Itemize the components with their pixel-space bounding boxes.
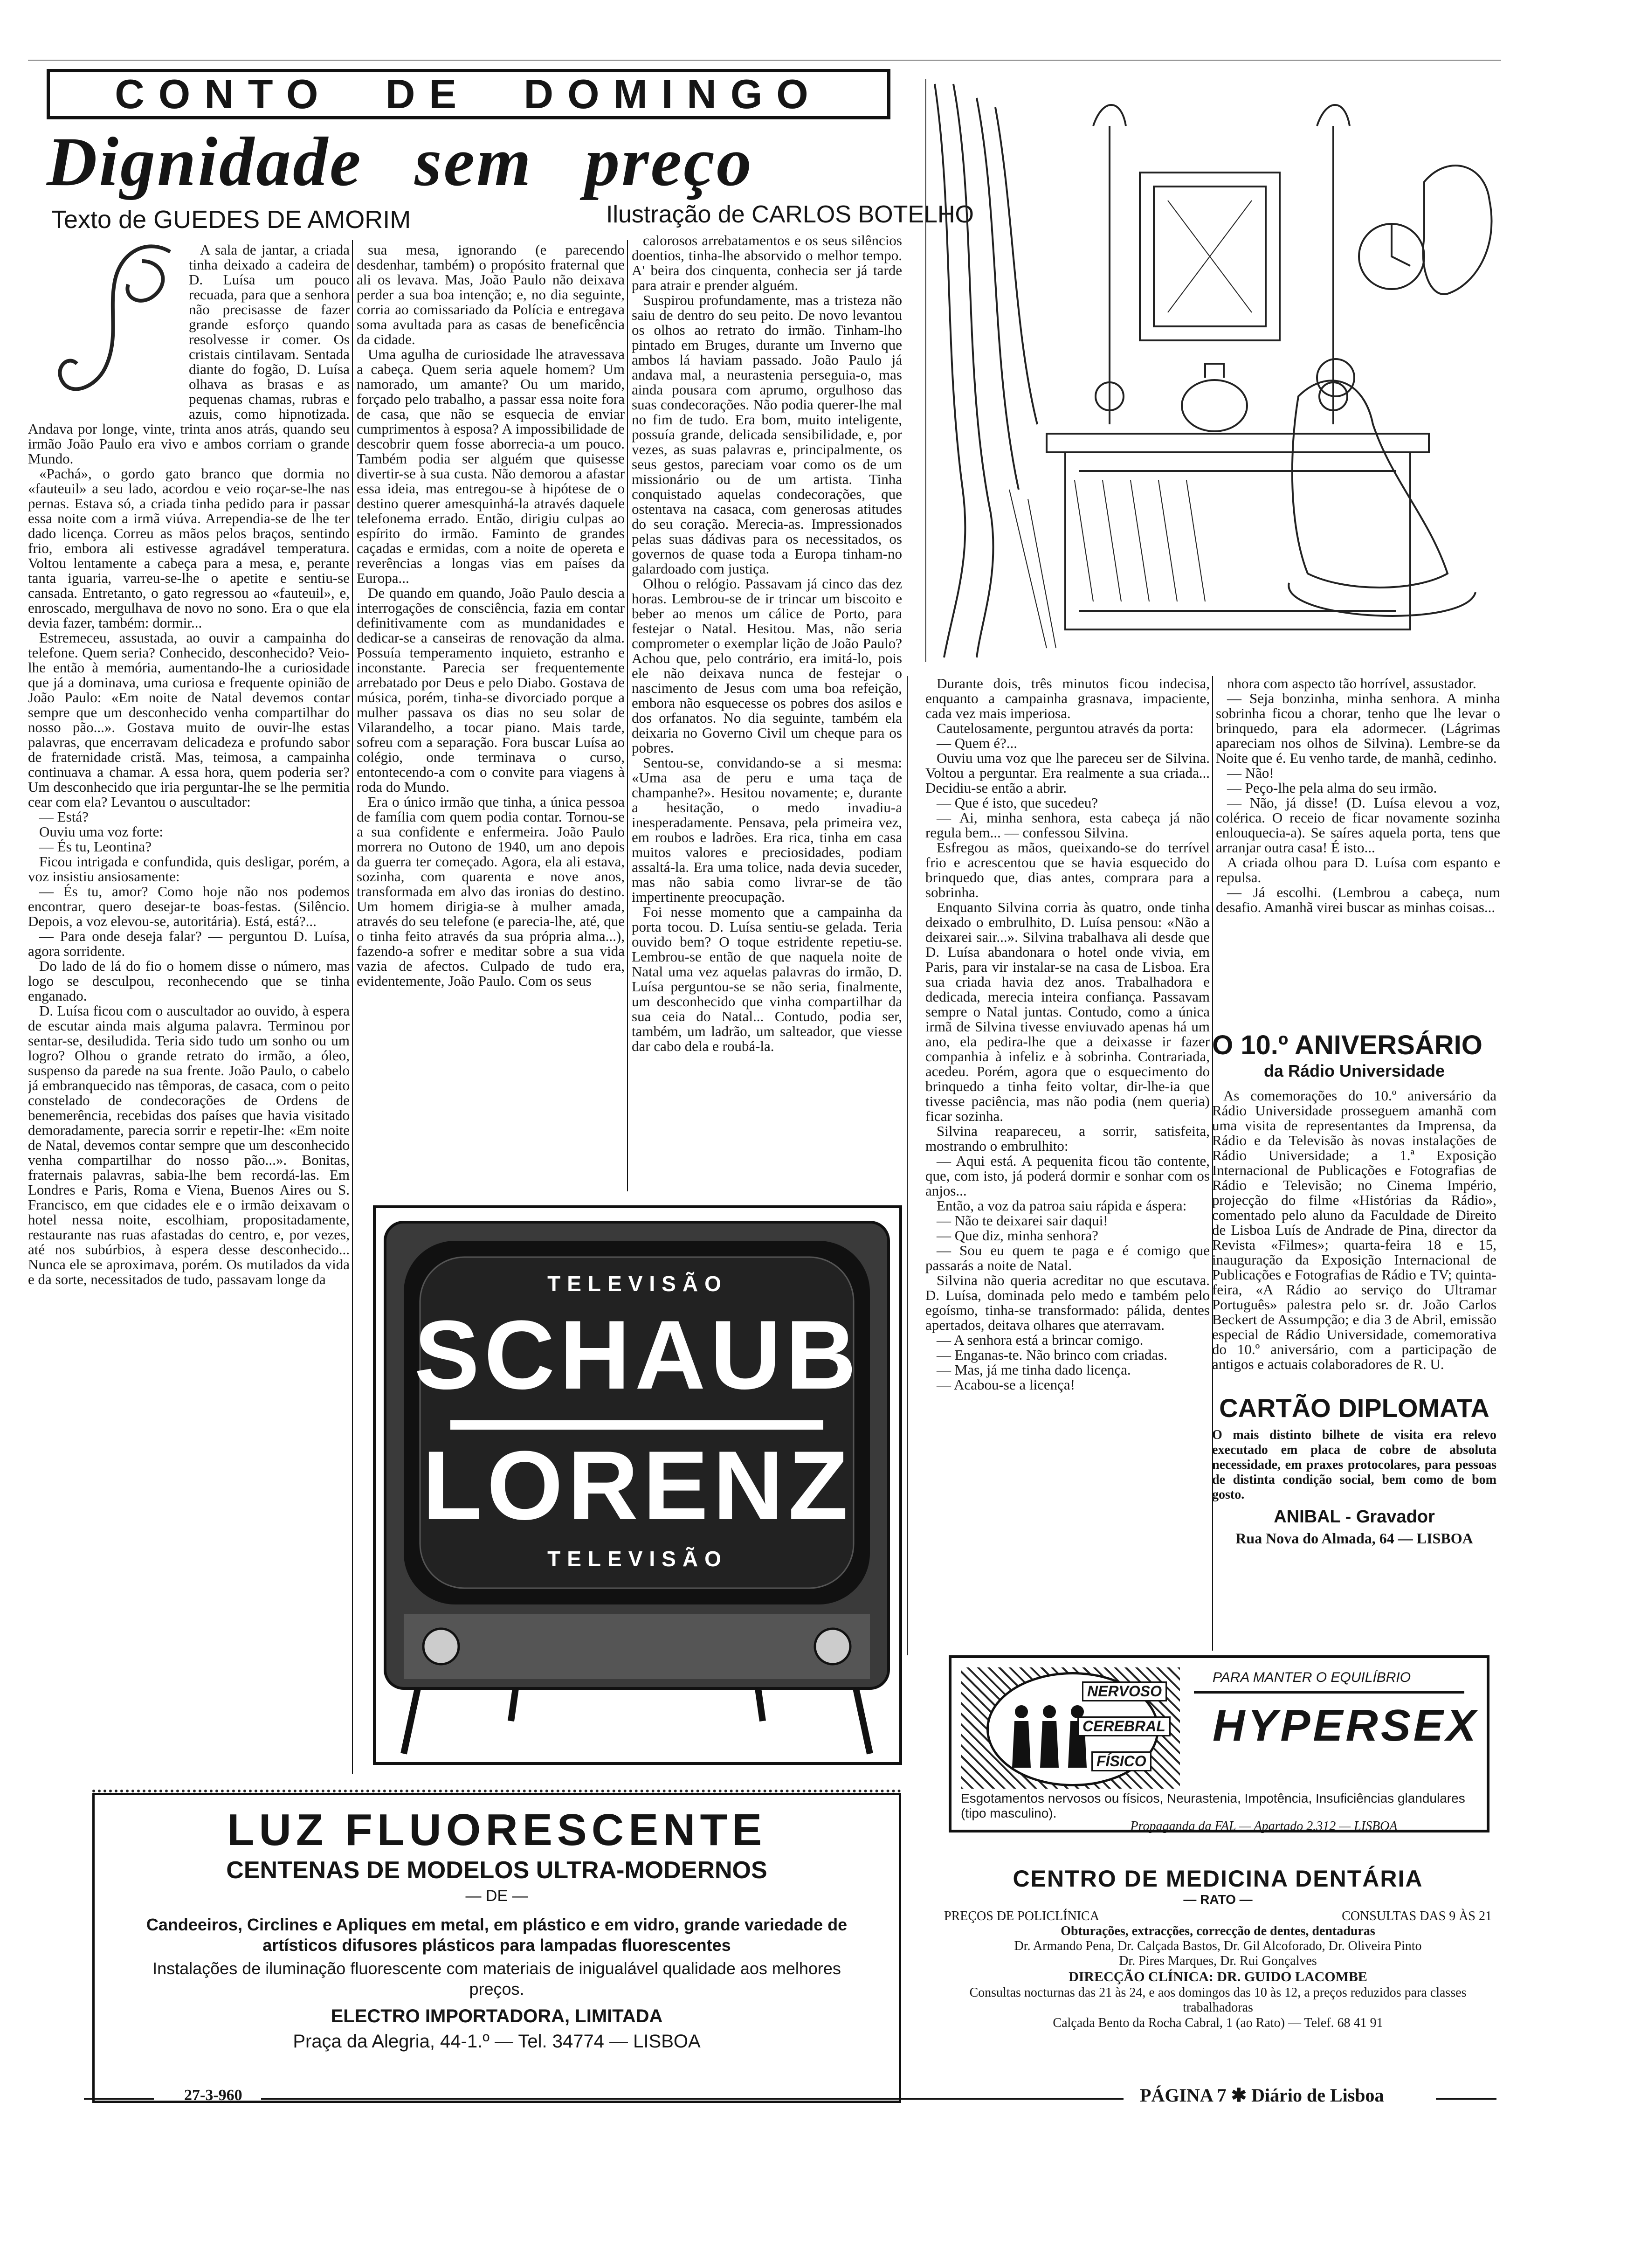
story-paragraph: — Peço-lhe pela alma do seu irmão.	[1227, 780, 1437, 796]
story-paragraph: — Mas, já me tinha dado licença.	[937, 1362, 1131, 1378]
luz-de: — DE —	[465, 1887, 528, 1905]
tv-brand-line2: LORENZ	[422, 1431, 853, 1540]
footer-rule-mid	[261, 2098, 1124, 2100]
luz-subtitle: CENTENAS DE MODELOS ULTRA-MODERNOS	[226, 1857, 767, 1884]
story-paragraph: Sentou-se, convidando-se a si mesma: «Uma asa de peru e uma taça de champanhe?». Hesitou novamente; e, durante a hesitação, o medo invadiu-a inesperadamente. Pensava, pela primeira vez, em roubos e ladrões. Era rica, tinha em casa muitos valores e preciosidades, podiam assaltá-la. Era uma tolice, nada devia suceder, mas não sabia como livrar-se de tão impertinente preocupação.	[632, 754, 902, 905]
story-paragraph: Ouviu uma voz que lhe pareceu ser de Silvina. Voltou a perguntar. Era realmente a sua criada... Decidiu-se então a abrir.	[925, 750, 1210, 796]
story-paragraph: — Já escolhi. (Lembrou a cabeça, num desafio. Amanhã virei buscar as minhas coisas...	[1216, 884, 1500, 915]
story-column-2	[357, 242, 625, 1194]
dental-hours-label: CONSULTAS DAS 9 ÀS 21	[1342, 1909, 1492, 1923]
story-paragraph: Esfregou as mãos, queixando-se do terrível frio e acrescentou que se havia esquecido do brinquedo que, dias antes, comprara para a sobrinha.	[925, 839, 1210, 900]
story-paragraph: — És tu, Leontina?	[39, 838, 152, 855]
dental-ad	[944, 1865, 1492, 2061]
byline-author: Texto de GUEDES DE AMORIM	[51, 206, 411, 234]
story-paragraph: — A senhora está a brincar comigo.	[937, 1332, 1144, 1348]
byline-illustrator: Ilustração de CARLOS BOTELHO	[606, 201, 974, 228]
anniversary-news	[1212, 1026, 1496, 1632]
story-paragraph: Silvina não queria acreditar no que escutava. D. Luísa, dominada pelo medo e também pelo egoísmo, tinha-se transformado: pálida, dentes apertados, deitava olhares que aterravam.	[925, 1272, 1210, 1333]
anniversary-subtitle: da Rádio Universidade	[1263, 1061, 1445, 1080]
dental-title: CENTRO DE MEDICINA DENTÁRIA	[1013, 1866, 1423, 1892]
cartao-address: Rua Nova do Almada, 64 — LISBOA	[1235, 1530, 1473, 1547]
luz-firm: ELECTRO IMPORTADORA, LIMITADA	[331, 2006, 663, 2026]
label-cerebral: CEREBRAL	[1077, 1716, 1171, 1736]
illustration-drawing	[925, 70, 1517, 662]
anniversary-title: O 10.º ANIVERSÁRIO	[1212, 1030, 1482, 1060]
footer-date: 27-3-960	[184, 2087, 242, 2104]
footer-page: PÁGINA 7 ✱ Diário de Lisboa	[1140, 2085, 1384, 2106]
hypersex-ad	[949, 1655, 1489, 1832]
story-paragraph: Do lado de lá do fio o homem disse o número, mas logo se desculpou, reconhecendo que se tinha enganado.	[28, 958, 350, 1004]
story-paragraph: — Que diz, minha senhora?	[937, 1227, 1098, 1244]
tv-bottom-label: TELEVISÃO	[547, 1547, 728, 1571]
story-paragraph: — Não!	[1227, 765, 1274, 781]
column-rule	[627, 240, 628, 1191]
cartao-body: O mais distinto bilhete de visita era relevo executado em placa de cobre de absoluta necessidade, em praxes protocolares, para pessoas de distinta condição social, bem como de bom gosto.	[1212, 1428, 1496, 1502]
hypersex-oval	[986, 1672, 1165, 1786]
dental-director: DIRECÇÃO CLÍNICA: DR. GUIDO LACOMBE	[1069, 1969, 1367, 1984]
story-paragraph: A criada olhou para D. Luísa com espanto e repulsa.	[1216, 854, 1500, 885]
story-paragraph: — Quem é?...	[937, 735, 1018, 751]
luz-fluorescente-ad	[92, 1793, 901, 2103]
story-paragraph: Então, a voz da patroa saiu rápida e áspera:	[937, 1197, 1187, 1214]
story-paragraph: Estremeceu, assustada, ao ouvir a campainha do telefone. Quem seria? Conhecido, desconhecido? Veio-lhe então à memória, aumentando-lhe a curiosidade que já a dominava, uma curiosa e frequente opinião de João Paulo: «Em noite de Natal devemos contar sempre que um desconhecido venha compartilhar do nosso pão...». Gostava muito de ouvir-lhe estas palavras, que encerravam delicadeza e profundo sabor de fraternidade cristã. Mas, teimosa, a campainha continuava a chamar. A essa hora, quem poderia ser? Um desconhecido que iria perguntar-lhe se lhe permitia cear com ela? Levantou o auscultador:	[28, 629, 350, 810]
dental-doctors-2: Dr. Pires Marques, Dr. Rui Gonçalves	[1119, 1954, 1317, 1968]
luz-products: Candeeiros, Circlines e Apliques em metal, em plástico e em vidro, grande variedade de artísticos difusores plásticos para lampadas fluorescentes	[146, 1915, 848, 1955]
schaub-lorenz-ad	[373, 1205, 902, 1765]
luz-title: LUZ FLUORESCENTE	[227, 1805, 767, 1855]
story-column-4	[925, 676, 1210, 1651]
story-paragraph: — Acabou-se a licença!	[937, 1376, 1075, 1393]
tv-top-label: TELEVISÃO	[547, 1272, 728, 1296]
story-paragraph: D. Luísa ficou com o auscultador ao ouvido, à espera de escutar ainda mais alguma palavra. Terminou por sentar-se, desiludida. Teria sido tudo um sonho ou um logro? Olhou o grande retrato do irmão, a óleo, suspenso da parede na sua frente. João Paulo, o cabelo já embranquecido nas têmporas, de casaca, com o peito constelado de condecorações de Ordens de benemerência, recebidas dos países que havia visitado demoradamente, parecia sorrir e repetir-lhe: «Em noite de Natal, devemos contar sempre que um desconhecido venha compartilhar do nosso pão...». Bonitas, fraternais palavras, sabia-lhe bem recordá-las. Em Londres e Paris, Roma e Viena, Buenos Aires ou S. Francisco, em que cidades ele e o irmão deixavam o hotel nessa noite, escolhiam, propositadamente, restaurante nas ruas afastadas do centro, e, por vezes, até nos subúrbios, à espera desse desconhecido... Nunca ele se aproximava, porém. Os mutilados da vida e da sorte, necessitados de tudo, passavam longe da	[28, 1003, 350, 1287]
luz-address: Praça da Alegria, 44-1.º — Tel. 34774 — LISBOA	[293, 2031, 701, 2052]
figures-icon	[1003, 1702, 1096, 1772]
story-paragraph: Olhou o relógio. Passavam já cinco das dez horas. Lembrou-se de ir trincar um biscoito e beber ao menos um cálice de Porto, para festejar o Natal. Hesitou. Mas, não seria comprometer o exemplar lição de João Paulo? Achou que, pelo contrário, era imitá-lo, pois ele não deixava nunca de festejar o nascimento de Jesus com uma boa refeição, embora não esquecesse os pobres dos asilos e dos orfanatos. No dia seguinte, também ela deixaria no Governo Civil um cheque para os pobres.	[632, 575, 902, 756]
label-fisico: FÍSICO	[1091, 1751, 1151, 1771]
hypersex-brand: HYPERSEX	[1213, 1701, 1479, 1750]
story-paragraph: sua mesa, ignorando (e parecendo desdenhar, também) o propósito fraternal que ali os levava. Mas, João Paulo não deixava perder a sua boa intenção; e, no dia seguinte, corria ao comissariado da Polícia e entregava soma avultada para as casas de beneficência da cidade.	[357, 242, 625, 347]
story-paragraph: Suspirou profundamente, mas a tristeza não saiu de dentro do seu peito. De novo levantou os olhos ao retrato do irmão. Tinham-lho pintado em Bruges, durante um Inverno que ambos lá haviam passado. João Paulo já andava mal, a neurastenia perseguia-o, mas ainda pousara com aprumo, orgulhoso das suas condecorações. Não podia querer-lhe mal no fim de tudo. Era bom, muito inteligente, possuía grande, delicada sensibilidade, e, por vezes, as suas palavras e, principalmente, os seus gestos, pareciam voar como os de um missionário ou de um artista. Tinha conquistado aquelas condecorações, que ostentava na casaca, com generosas atitudes do seu coração. Merecia-as. Impressionados pelas suas dádivas para os necessitados, os governos de quase toda a Europa tinham-no galardoado com justiça.	[632, 292, 902, 577]
anniversary-body: As comemorações do 10.º aniversário da Rádio Universidade prosseguem amanhã com uma visita de representantes da Imprensa, da Rádio e da Televisão às novas instalações de Rádio Universidade; a 1.ª Exposição Internacional de Publicações e Fotografias de Rádio e Televisão; no Cinema Império, projecção do filme «Histórias da Rádio», comentado pelo aluno da Faculdade de Direito de Lisboa Luís de Andrade de Pina, director da Revista «Filmes»; quarta-feira 18 e 15, inauguração da Exposição Internacional de Publicações e Fotografias de Rádio e TV; quinta-feira, «A Rádio ao serviço do Ultramar Português» palestra pelo sr. dr. João Carlos Beckert de Assumpção; e dia 3 de Abril, emissão especial de Rádio Universidade, comemorativa do 10.º aniversário, com a participação de antigos e actuais colaboradores de R. U.	[1212, 1088, 1496, 1372]
arrow-line	[1194, 1691, 1464, 1694]
footer-rule-left	[84, 2098, 154, 2100]
story-column-5	[1216, 676, 1500, 1016]
column-rule	[352, 240, 353, 1774]
story-paragraph: — Ai, minha senhora, esta cabeça já não regula bem... — confessou Silvina.	[925, 809, 1210, 841]
label-nervoso: NERVOSO	[1082, 1681, 1167, 1701]
story-paragraph: Foi nesse momento que a campainha da porta tocou. D. Luísa sentiu-se gelada. Teria ouvido bem? O toque estridente repetiu-se. Lembrou-se então de que naquela noite de Natal uma vez aquelas palavras do irmão, D. Luísa perguntou-se se não seria, finalmente, um desconhecido que vinha compartilhar da sua ceia do Natal... Contudo, podia ser, também, um ladrão, um salteador, que viesse dar cabo dela e roubá-la.	[632, 904, 902, 1054]
story-column-3	[632, 233, 902, 1194]
story-paragraph: — És tu, amor? Como hoje não nos podemos encontrar, quero desejar-te boas-festas. (Silêncio. Depois, a voz elevou-se, autoritária). Está, está?...	[28, 883, 350, 929]
kicker-text: CONTO DE DOMINGO	[115, 71, 822, 117]
cartao-title: CARTÃO DIPLOMATA	[1219, 1393, 1489, 1423]
section-kicker	[47, 69, 890, 119]
story-paragraph: Ficou intrigada e confundida, quis desligar, porém, a voz insistiu ansiosamente:	[28, 853, 350, 885]
story-paragraph: — Enganas-te. Não brinco com criadas.	[937, 1347, 1167, 1363]
story-paragraph: — Seja bonzinha, minha senhora. A minha sobrinha ficou a chorar, tenho que lhe levar o brinquedo, para ela adormecer. (Lágrimas apareciam nos olhos de Silvina). Lembre-se da Noite que é. Eu venho tarde, de manhã, cedinho.	[1216, 690, 1500, 766]
tv-brand-line1: SCHAUB	[414, 1300, 861, 1410]
dental-doctors-1: Dr. Armando Pena, Dr. Calçada Bastos, Dr. Gil Alcoforado, Dr. Oliveira Pinto	[1014, 1939, 1422, 1953]
story-paragraph: nhora com aspecto tão horrível, assustador.	[1227, 676, 1476, 691]
dental-address: Calçada Bento da Rocha Cabral, 1 (ao Rato) — Telef. 68 41 91	[1053, 2016, 1383, 2030]
story-paragraph: — Para onde deseja falar? — perguntou D. Luísa, agora sorridente.	[28, 928, 350, 959]
story-paragraph: — Aqui está. A pequenita ficou tão contente, que, com isto, já poderá dormir e sonhar com os anjos...	[925, 1153, 1210, 1199]
story-paragraph: Uma agulha de curiosidade lhe atravessava a cabeça. Quem seria aquele homem? Um namorado, um amante? Ou um marido, forçado pelo trabalho, a passar essa noite fora de casa, que não se esquecia de enviar cumprimentos à esposa? A impossibilidade de descobrir quem fosse aborrecia-a um pouco. Também podia ser alguém que quisesse divertir-se à sua custa. Não demorou a afastar essa ideia, mas entregou-se à hipótese de o destino querer amesquinhá-la através daquele telefonema errado. Então, dirigiu culpas ao espírito do irmão. Faminto de grandes caçadas e ermidas, com a noite de opereta e reverências a longas vias em países da Europa...	[357, 346, 625, 586]
dental-night-hours: Consultas nocturnas das 21 às 24, e aos domingos das 10 às 12, a preços reduzidos para classes trabalhadoras	[969, 1985, 1467, 2015]
story-paragraph: Enquanto Silvina corria às quatro, onde tinha deixado o embrulhito, D. Luísa pensou: «Não a deixarei sair...». Silvina trabalhava ali desde que D. Luísa abandonara o hotel onde vivia, em Paris, para vir instalar-se na casa de Lisboa. Era sua criada havia dez anos. Trabalhadora e dedicada, merecia inteira confiança. Passavam sempre o Natal juntas. Contudo, como a única irmã de Silvina tivesse enviuvado apenas há um ano, ela pedira-lhe que a deixasse ir fazer companhia à infeliz e à sobrinha. Contrariada, acedeu. Porém, agora que o esquecimento do brinquedo a tinha feito voltar, dir-lhe-ia que tivesse paciência, mas não podia (nem queria) ficar sozinha.	[925, 899, 1210, 1124]
story-illustration	[925, 70, 1517, 662]
dotted-border	[92, 1790, 901, 1792]
story-paragraph: De quando em quando, João Paulo descia a interrogações de consciência, fazia em contar definitivamente com as mundanidades e dedicar-se a canseiras de renovação da alma. Possuía temperamento inquieto, estranho e inconstante. Parecia ser frequentemente arrebatado por Deus e pelo Diabo. Gostava de música, porém, tinha-se divorciado porque a mulher passava os dias no seu solar de Vilarandelho, a tocar piano. Mais tarde, sofreu com a separação. Fora buscar Luísa ao colégio, onde terminava o curso, entontecendo-a com o convite para viagens à roda do Mundo.	[357, 585, 625, 795]
story-paragraph: calorosos arrebatamentos e os seus silêncios doentios, tinha-lhe absorvido o melhor tempo. A' beira dos cinquenta, conhecia ser já tarde para atrair e prender alguém.	[632, 233, 902, 293]
top-rule	[28, 60, 1501, 61]
cartao-firm: ANIBAL - Gravador	[1274, 1507, 1435, 1527]
dental-services: Obturações, extracções, correcção de dentes, dentaduras	[1061, 1924, 1375, 1938]
dental-prices: PREÇOS DE POLICLÍNICA	[944, 1909, 1099, 1923]
story-paragraph: «Pachá», o gordo gato branco que dormia no «fauteuil» a seu lado, acordou e veio roçar-se-lhe nas pernas. Estava só, a criada tinha pedido para ir passar essa noite com a irmã viúva. Arrependia-se de lhe ter dado licença. Correu as mãos pelos braços, sentindo frio, embora ali estivesse agradável temperatura. Voltou lentamente a cabeça para a mesa, e, perante tanta iguaria, varreu-se-lhe o apetite e sentiu-se cansada. Entretanto, o gato regressou ao «fauteuil», e, enroscado, mergulhava de novo no sono. Era o que ela devia fazer, também: dormir...	[28, 465, 350, 631]
story-paragraph: Cautelosamente, perguntou através da porta:	[937, 720, 1194, 736]
hypersex-footer: Propaganda da FAL — Apartado 2.312 — LISBOA	[1130, 1819, 1398, 1833]
luz-installations: Instalações de iluminação fluorescente com materiais de inigualável qualidade aos melhores preços.	[152, 1959, 841, 1998]
story-paragraph: — Que é isto, que sucedeu?	[937, 795, 1098, 811]
story-paragraph: — Não, já disse! (D. Luísa elevou a voz, colérica. O receio de ficar novamente sozinha enlouquecia-a). Se saíres aquela porta, tens que arranjar outra casa! É isto...	[1216, 795, 1500, 856]
story-paragraph: — Sou eu quem te paga e é comigo que passarás a noite de Natal.	[925, 1242, 1210, 1273]
story-paragraph: — Está?	[39, 809, 89, 825]
hypersex-tagline: PARA MANTER O EQUILÍBRIO	[1213, 1670, 1411, 1685]
story-paragraph: — Não te deixarei sair daqui!	[937, 1212, 1108, 1229]
story-paragraph: Durante dois, três minutos ficou indecisa, enquanto a campainha grasnava, impaciente, cada vez mais imperiosa.	[925, 676, 1210, 721]
story-paragraph: Era o único irmão que tinha, a única pessoa de família com quem podia contar. Tornou-se a sua confidente e enfermeira. João Paulo morrera no Outono de 1940, um ano depois da guerra ter começado. Agora, ela ali estava, sozinha, com quarenta e nove anos, transformada em alvo das ironias do destino. Um homem dirigia-se à mulher amada, através do seu telefone (e parecia-lhe, até, que o tinha feito através da sua própria alma...), fazendo-a sofrer e meditar sobre a sua vida vazia de afectos. Culpado de tudo era, evidentemente, João Paulo. Com os seus	[357, 794, 625, 989]
story-title: Dignidade sem preço	[47, 123, 753, 201]
story-column-1	[28, 242, 350, 1781]
column-rule	[907, 676, 908, 1655]
story-paragraph: Ouviu uma voz forte:	[39, 823, 164, 840]
story-paragraph: Silvina reapareceu, a sorrir, satisfeita, mostrando o embrulhito:	[925, 1123, 1210, 1154]
dental-subtitle: — RATO —	[1183, 1892, 1253, 1907]
story-paragraph: A sala de jantar, a criada tinha deixado a cadeira de D. Luísa um pouco recuada, para que a senhora não precisasse de fazer grande esforço quando resolvesse ir comer. Os cristais cintilavam. Sentada diante do fogão, D. Luísa olhava as brasas e as pequenas chamas, rubras e azuis, como hipnotizada. Andava por longe, vinte, trinta anos atrás, quando seu irmão João Paulo era vivo e ambos corriam o grande Mundo.	[28, 242, 350, 467]
footer-rule-right	[1436, 2098, 1496, 2100]
hypersex-body: Esgotamentos nervosos ou físicos, Neurastenia, Impotência, Insuficiências glandulares (tipo masculino).	[961, 1791, 1465, 1820]
